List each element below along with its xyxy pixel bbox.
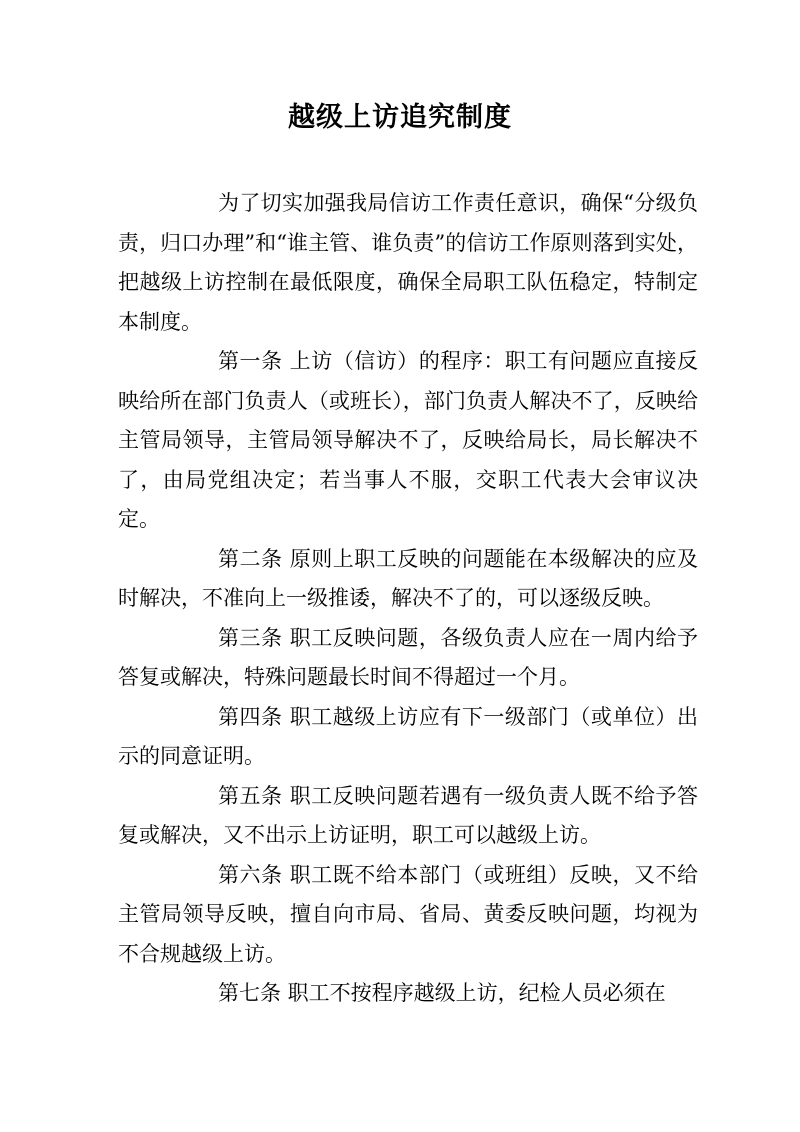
document-title: 越级上访追究制度	[288, 102, 512, 133]
article-6-paragraph: 第六条 职工既不给本部门（或班组）反映，又不给主管局领导反映，擅自向市局、省局、黄委反映问题，均视为不合规越级上访。	[118, 862, 698, 966]
intro-paragraph: 为了切实加强我局信访工作责任意识，确保“分级负责，归口办理”和“谁主管、谁负责”的信访工作原则落到实处，把越级上访控制在最低限度，确保全局职工队伍稳定，特制定本制度。	[118, 191, 698, 334]
article-7-paragraph: 第七条 职工不按程序越级上访，纪检人员必须在	[218, 981, 666, 1005]
article-4-paragraph: 第四条 职工越级上访应有下一级部门（或单位）出示的同意证明。	[118, 704, 698, 768]
article-1-paragraph: 第一条 上访（信访）的程序：职工有问题应直接反映给所在部门负责人（或班长），部门负责人解决不了，反映给主管局领导，主管局领导解决不了，反映给局长，局长解决不了，由局党组决定；若当事人不服，交职工代表大会审议决定。	[118, 349, 698, 531]
article-5-paragraph: 第五条 职工反映问题若遇有一级负责人既不给予答复或解决，又不出示上访证明，职工可以越级上访。	[118, 783, 698, 847]
article-3-paragraph: 第三条 职工反映问题，各级负责人应在一周内给予答复或解决，特殊问题最长时间不得超过一个月。	[118, 625, 698, 689]
article-2-paragraph: 第二条 原则上职工反映的问题能在本级解决的应及时解决，不准向上一级推诿，解决不了的，可以逐级反映。	[118, 546, 698, 610]
document-body	[118, 184, 698, 1014]
